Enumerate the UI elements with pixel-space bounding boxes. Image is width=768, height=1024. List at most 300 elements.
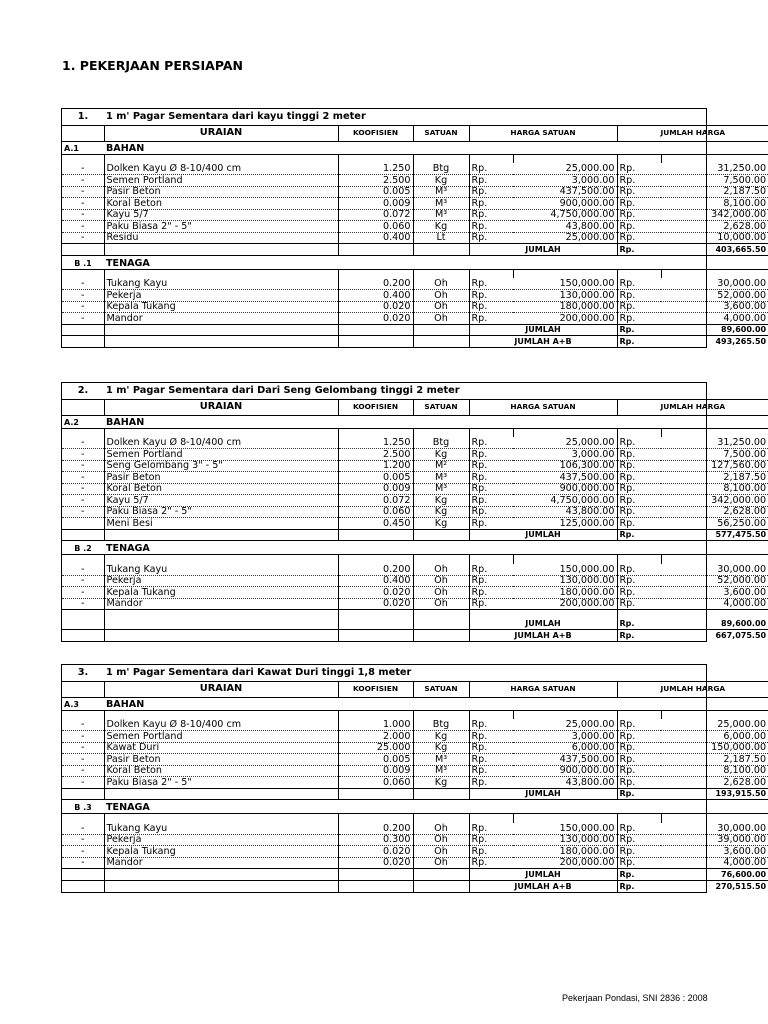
header-harga-satuan: HARGA SATUAN <box>469 399 617 415</box>
empty-cell <box>338 324 413 336</box>
bahan-item-row <box>62 731 768 743</box>
item-harga-satuan: 130,000.00 <box>513 834 617 846</box>
bahan-item-row <box>62 506 768 518</box>
bahan-item-row <box>62 175 768 187</box>
item-harga-satuan: 3,000.00 <box>513 449 617 461</box>
empty-cell <box>413 154 469 163</box>
sum-label: JUMLAH <box>469 244 617 256</box>
empty-cell <box>413 880 469 892</box>
item-jumlah-rp: Rp. <box>617 278 661 290</box>
item-name: Tukang Kayu <box>104 823 338 835</box>
sum-rp: Rp. <box>617 244 661 256</box>
header-koefisien: KOOFISIEN <box>338 125 413 141</box>
spacer-row <box>62 154 768 163</box>
item-jumlah-harga: 10,000.00 <box>661 232 768 244</box>
item-dash: - <box>62 834 104 846</box>
item-satuan: Oh <box>413 587 469 599</box>
item-harga-satuan: 150,000.00 <box>513 564 617 576</box>
item-satuan: M³ <box>413 209 469 221</box>
empty-cell <box>513 710 617 719</box>
empty-cell <box>62 269 104 278</box>
item-satuan: Oh <box>413 857 469 869</box>
empty-cell <box>62 244 104 256</box>
item-jumlah-rp: Rp. <box>617 175 661 187</box>
empty-cell <box>413 336 469 348</box>
group-code: B .3 <box>62 800 104 814</box>
item-jumlah-harga: 8,100.00 <box>661 483 768 495</box>
sum-label: JUMLAH <box>469 869 617 881</box>
item-jumlah-rp: Rp. <box>617 472 661 484</box>
sum-value: 270,515.50 <box>661 880 768 892</box>
item-jumlah-harga: 2,187.50 <box>661 754 768 766</box>
bahan-item-row <box>62 460 768 472</box>
grand-total-row <box>62 630 768 642</box>
sum-value: 193,915.50 <box>661 788 768 800</box>
item-harga-rp: Rp. <box>469 506 513 518</box>
item-harga-rp: Rp. <box>469 483 513 495</box>
item-name: Semen Portland <box>104 175 338 187</box>
empty-cell <box>62 336 104 348</box>
item-jumlah-harga: 30,000.00 <box>661 823 768 835</box>
empty-cell <box>338 814 413 823</box>
header-satuan: SATUAN <box>413 399 469 415</box>
empty-cell <box>338 244 413 256</box>
empty-cell <box>617 269 661 278</box>
item-harga-satuan: 180,000.00 <box>513 587 617 599</box>
item-harga-satuan: 6,000.00 <box>513 742 617 754</box>
item-satuan: Kg <box>413 175 469 187</box>
header-satuan: SATUAN <box>413 681 469 697</box>
header-jumlah-harga: JUMLAH HARGA <box>617 125 768 141</box>
tenaga-item-row <box>62 575 768 587</box>
item-koefisien: 0.009 <box>338 198 413 210</box>
item-satuan: Kg <box>413 449 469 461</box>
item-name: Mandor <box>104 857 338 869</box>
item-harga-satuan: 25,000.00 <box>513 719 617 731</box>
section-number: 3. <box>62 665 104 681</box>
empty-cell <box>469 154 513 163</box>
item-harga-rp: Rp. <box>469 575 513 587</box>
item-satuan: Oh <box>413 564 469 576</box>
item-koefisien: 0.005 <box>338 472 413 484</box>
empty-cell <box>104 880 338 892</box>
empty-cell <box>62 428 104 437</box>
item-harga-rp: Rp. <box>469 518 513 530</box>
item-satuan: Kg <box>413 495 469 507</box>
analysis-table <box>62 383 768 641</box>
empty-cell <box>62 788 104 800</box>
sum-rp: Rp. <box>617 529 661 541</box>
item-koefisien: 0.072 <box>338 495 413 507</box>
empty-cell <box>104 336 338 348</box>
item-satuan: Oh <box>413 823 469 835</box>
item-dash: - <box>62 575 104 587</box>
empty-cell <box>62 324 104 336</box>
bahan-item-row <box>62 198 768 210</box>
bahan-item-row <box>62 232 768 244</box>
empty-cell <box>513 428 617 437</box>
header-satuan: SATUAN <box>413 125 469 141</box>
empty-cell <box>104 529 338 541</box>
empty-cell <box>338 630 413 642</box>
header-blank <box>62 125 104 141</box>
item-satuan: M³ <box>413 483 469 495</box>
item-jumlah-harga: 7,500.00 <box>661 449 768 461</box>
tenaga-item-row <box>62 564 768 576</box>
item-harga-rp: Rp. <box>469 742 513 754</box>
item-jumlah-harga: 4,000.00 <box>661 857 768 869</box>
group-row-bahan <box>62 697 768 710</box>
item-dash: - <box>62 777 104 789</box>
header-blank <box>62 399 104 415</box>
item-dash: - <box>62 564 104 576</box>
item-jumlah-rp: Rp. <box>617 719 661 731</box>
empty-cell <box>661 710 768 719</box>
work-item-section <box>61 108 767 348</box>
empty-cell <box>338 269 413 278</box>
item-name: Kepala Tukang <box>104 587 338 599</box>
empty-cell <box>338 788 413 800</box>
item-harga-rp: Rp. <box>469 719 513 731</box>
item-harga-satuan: 200,000.00 <box>513 598 617 610</box>
item-jumlah-rp: Rp. <box>617 857 661 869</box>
item-dash: - <box>62 278 104 290</box>
item-harga-rp: Rp. <box>469 313 513 325</box>
empty-cell <box>338 154 413 163</box>
item-koefisien: 0.300 <box>338 834 413 846</box>
item-dash: - <box>62 495 104 507</box>
group-code: A.2 <box>62 415 104 428</box>
empty-cell <box>413 630 469 642</box>
tenaga-item-row <box>62 846 768 858</box>
item-koefisien: 0.009 <box>338 765 413 777</box>
item-satuan: Oh <box>413 834 469 846</box>
item-dash: - <box>62 301 104 313</box>
section-title: 1 m' Pagar Sementara dari kayu tinggi 2 meter <box>104 109 768 125</box>
item-dash: - <box>62 198 104 210</box>
item-name: Mandor <box>104 598 338 610</box>
empty-cell <box>661 555 768 564</box>
item-jumlah-rp: Rp. <box>617 777 661 789</box>
item-harga-rp: Rp. <box>469 278 513 290</box>
item-jumlah-rp: Rp. <box>617 518 661 530</box>
item-jumlah-rp: Rp. <box>617 186 661 198</box>
empty-cell <box>513 555 617 564</box>
item-koefisien: 1.250 <box>338 163 413 175</box>
item-harga-satuan: 900,000.00 <box>513 483 617 495</box>
item-satuan: Kg <box>413 731 469 743</box>
item-jumlah-rp: Rp. <box>617 598 661 610</box>
grand-total-row <box>62 336 768 348</box>
item-jumlah-harga: 127,560.00 <box>661 460 768 472</box>
item-jumlah-rp: Rp. <box>617 564 661 576</box>
item-koefisien: 2.500 <box>338 449 413 461</box>
header-koefisien: KOOFISIEN <box>338 681 413 697</box>
item-name: Seng Gelombang 3" - 5" <box>104 460 338 472</box>
item-jumlah-harga: 150,000.00 <box>661 742 768 754</box>
item-koefisien: 1.000 <box>338 719 413 731</box>
empty-cell <box>62 710 104 719</box>
item-jumlah-harga: 39,000.00 <box>661 834 768 846</box>
item-name: Pasir Beton <box>104 186 338 198</box>
item-jumlah-rp: Rp. <box>617 575 661 587</box>
item-satuan: Kg <box>413 777 469 789</box>
item-harga-satuan: 150,000.00 <box>513 278 617 290</box>
item-jumlah-harga: 4,000.00 <box>661 598 768 610</box>
item-harga-satuan: 3,000.00 <box>513 175 617 187</box>
item-dash: - <box>62 846 104 858</box>
item-harga-satuan: 150,000.00 <box>513 823 617 835</box>
empty-cell <box>338 869 413 881</box>
header-uraian: URAIAN <box>104 125 338 141</box>
empty-cell <box>661 814 768 823</box>
sum-label: JUMLAH A+B <box>469 880 617 892</box>
empty-cell <box>617 710 661 719</box>
item-koefisien: 0.020 <box>338 301 413 313</box>
bahan-item-row <box>62 186 768 198</box>
item-jumlah-rp: Rp. <box>617 301 661 313</box>
empty-cell <box>338 880 413 892</box>
item-satuan: Oh <box>413 598 469 610</box>
item-jumlah-harga: 8,100.00 <box>661 198 768 210</box>
item-name: Koral Beton <box>104 483 338 495</box>
item-harga-rp: Rp. <box>469 209 513 221</box>
sum-rp: Rp. <box>617 610 661 630</box>
tenaga-total-row <box>62 610 768 630</box>
item-koefisien: 0.009 <box>338 483 413 495</box>
item-harga-rp: Rp. <box>469 834 513 846</box>
empty-cell <box>469 555 513 564</box>
item-dash: - <box>62 765 104 777</box>
item-dash: - <box>62 186 104 198</box>
item-name: Koral Beton <box>104 765 338 777</box>
empty-cell <box>104 814 338 823</box>
item-jumlah-harga: 2,628.00 <box>661 506 768 518</box>
bahan-item-row <box>62 483 768 495</box>
tenaga-item-row <box>62 857 768 869</box>
group-row-tenaga <box>62 255 768 269</box>
empty-cell <box>62 610 104 630</box>
empty-cell <box>338 555 413 564</box>
group-label: TENAGA <box>104 255 768 269</box>
section-title: 1 m' Pagar Sementara dari Dari Seng Gelombang tinggi 2 meter <box>104 383 768 399</box>
item-satuan: M³ <box>413 765 469 777</box>
group-label: TENAGA <box>104 800 768 814</box>
section-number: 2. <box>62 383 104 399</box>
empty-cell <box>661 154 768 163</box>
empty-cell <box>62 814 104 823</box>
item-jumlah-rp: Rp. <box>617 313 661 325</box>
item-name: Pekerja <box>104 834 338 846</box>
item-koefisien: 0.020 <box>338 598 413 610</box>
empty-cell <box>62 630 104 642</box>
item-koefisien: 0.005 <box>338 754 413 766</box>
tenaga-item-row <box>62 278 768 290</box>
empty-cell <box>413 710 469 719</box>
item-koefisien: 0.060 <box>338 221 413 233</box>
item-satuan: Oh <box>413 278 469 290</box>
empty-cell <box>513 154 617 163</box>
item-koefisien: 2.000 <box>338 731 413 743</box>
item-harga-satuan: 130,000.00 <box>513 290 617 302</box>
empty-cell <box>104 710 338 719</box>
group-row-bahan <box>62 415 768 428</box>
item-koefisien: 0.020 <box>338 587 413 599</box>
item-harga-rp: Rp. <box>469 186 513 198</box>
item-jumlah-harga: 3,600.00 <box>661 587 768 599</box>
item-name: Pasir Beton <box>104 472 338 484</box>
sum-rp: Rp. <box>617 630 661 642</box>
page-title: 1. PEKERJAAN PERSIAPAN <box>62 58 243 73</box>
item-dash: - <box>62 221 104 233</box>
item-harga-rp: Rp. <box>469 232 513 244</box>
spacer-row <box>62 269 768 278</box>
item-dash: - <box>62 731 104 743</box>
bahan-item-row <box>62 518 768 530</box>
empty-cell <box>62 154 104 163</box>
item-jumlah-harga: 31,250.00 <box>661 437 768 449</box>
item-harga-rp: Rp. <box>469 175 513 187</box>
item-harga-satuan: 200,000.00 <box>513 313 617 325</box>
section-title-row <box>62 383 768 399</box>
empty-cell <box>338 336 413 348</box>
item-jumlah-harga: 8,100.00 <box>661 765 768 777</box>
item-harga-rp: Rp. <box>469 598 513 610</box>
tenaga-item-row <box>62 598 768 610</box>
item-jumlah-harga: 6,000.00 <box>661 731 768 743</box>
item-harga-satuan: 43,800.00 <box>513 221 617 233</box>
item-koefisien: 0.200 <box>338 823 413 835</box>
sum-label: JUMLAH A+B <box>469 630 617 642</box>
empty-cell <box>62 529 104 541</box>
item-harga-rp: Rp. <box>469 846 513 858</box>
spacer-row <box>62 555 768 564</box>
group-code: A.3 <box>62 697 104 710</box>
table-header-row <box>62 125 768 141</box>
empty-cell <box>338 610 413 630</box>
empty-cell <box>413 324 469 336</box>
item-koefisien: 0.200 <box>338 564 413 576</box>
item-name: Pekerja <box>104 575 338 587</box>
item-harga-rp: Rp. <box>469 823 513 835</box>
empty-cell <box>413 610 469 630</box>
item-dash <box>62 518 104 530</box>
item-harga-rp: Rp. <box>469 301 513 313</box>
item-harga-rp: Rp. <box>469 765 513 777</box>
item-jumlah-harga: 25,000.00 <box>661 719 768 731</box>
item-harga-satuan: 25,000.00 <box>513 232 617 244</box>
item-harga-rp: Rp. <box>469 777 513 789</box>
item-jumlah-harga: 342,000.00 <box>661 495 768 507</box>
empty-cell <box>62 880 104 892</box>
work-item-section <box>61 382 767 642</box>
item-jumlah-rp: Rp. <box>617 483 661 495</box>
item-satuan: Btg <box>413 163 469 175</box>
item-koefisien: 0.200 <box>338 278 413 290</box>
item-harga-rp: Rp. <box>469 754 513 766</box>
sum-value: 667,075.50 <box>661 630 768 642</box>
sum-rp: Rp. <box>617 336 661 348</box>
bahan-item-row <box>62 742 768 754</box>
item-name: Pekerja <box>104 290 338 302</box>
empty-cell <box>469 269 513 278</box>
item-harga-rp: Rp. <box>469 290 513 302</box>
item-harga-satuan: 4,750,000.00 <box>513 495 617 507</box>
item-name: Paku Biasa 2" - 5" <box>104 506 338 518</box>
item-harga-rp: Rp. <box>469 495 513 507</box>
header-jumlah-harga: JUMLAH HARGA <box>617 399 768 415</box>
item-dash: - <box>62 483 104 495</box>
bahan-item-row <box>62 472 768 484</box>
group-row-tenaga <box>62 800 768 814</box>
item-koefisien: 0.450 <box>338 518 413 530</box>
item-koefisien: 0.060 <box>338 506 413 518</box>
item-dash: - <box>62 598 104 610</box>
bahan-item-row <box>62 777 768 789</box>
group-row-bahan <box>62 141 768 154</box>
item-harga-rp: Rp. <box>469 564 513 576</box>
item-jumlah-harga: 4,000.00 <box>661 313 768 325</box>
sum-rp: Rp. <box>617 869 661 881</box>
item-jumlah-rp: Rp. <box>617 765 661 777</box>
empty-cell <box>62 869 104 881</box>
sum-value: 89,600.00 <box>661 324 768 336</box>
item-dash: - <box>62 857 104 869</box>
item-jumlah-rp: Rp. <box>617 221 661 233</box>
item-jumlah-harga: 30,000.00 <box>661 564 768 576</box>
group-row-tenaga <box>62 541 768 555</box>
empty-cell <box>469 814 513 823</box>
sum-value: 493,265.50 <box>661 336 768 348</box>
section-number: 1. <box>62 109 104 125</box>
item-koefisien: 0.020 <box>338 846 413 858</box>
group-code: A.1 <box>62 141 104 154</box>
empty-cell <box>104 244 338 256</box>
item-satuan: M² <box>413 460 469 472</box>
analysis-table <box>62 109 768 347</box>
section-title-row <box>62 109 768 125</box>
item-harga-satuan: 180,000.00 <box>513 846 617 858</box>
empty-cell <box>104 630 338 642</box>
empty-cell <box>104 610 338 630</box>
item-name: Residu <box>104 232 338 244</box>
item-jumlah-rp: Rp. <box>617 495 661 507</box>
item-jumlah-harga: 2,628.00 <box>661 777 768 789</box>
item-jumlah-harga: 342,000.00 <box>661 209 768 221</box>
item-harga-satuan: 437,500.00 <box>513 186 617 198</box>
item-satuan: Oh <box>413 846 469 858</box>
item-jumlah-rp: Rp. <box>617 823 661 835</box>
item-jumlah-harga: 2,187.50 <box>661 472 768 484</box>
empty-cell <box>617 428 661 437</box>
item-jumlah-rp: Rp. <box>617 846 661 858</box>
item-jumlah-harga: 31,250.00 <box>661 163 768 175</box>
item-jumlah-rp: Rp. <box>617 834 661 846</box>
analysis-table <box>62 665 768 892</box>
item-harga-satuan: 180,000.00 <box>513 301 617 313</box>
sum-label: JUMLAH <box>469 610 617 630</box>
sum-label: JUMLAH <box>469 788 617 800</box>
item-jumlah-harga: 2,628.00 <box>661 221 768 233</box>
empty-cell <box>104 269 338 278</box>
item-harga-rp: Rp. <box>469 731 513 743</box>
item-dash: - <box>62 472 104 484</box>
item-harga-satuan: 4,750,000.00 <box>513 209 617 221</box>
item-name: Dolken Kayu Ø 8-10/400 cm <box>104 437 338 449</box>
footer-note: Pekerjaan Pondasi, SNI 2836 : 2008 <box>562 993 708 1003</box>
item-satuan: M³ <box>413 198 469 210</box>
sum-rp: Rp. <box>617 324 661 336</box>
